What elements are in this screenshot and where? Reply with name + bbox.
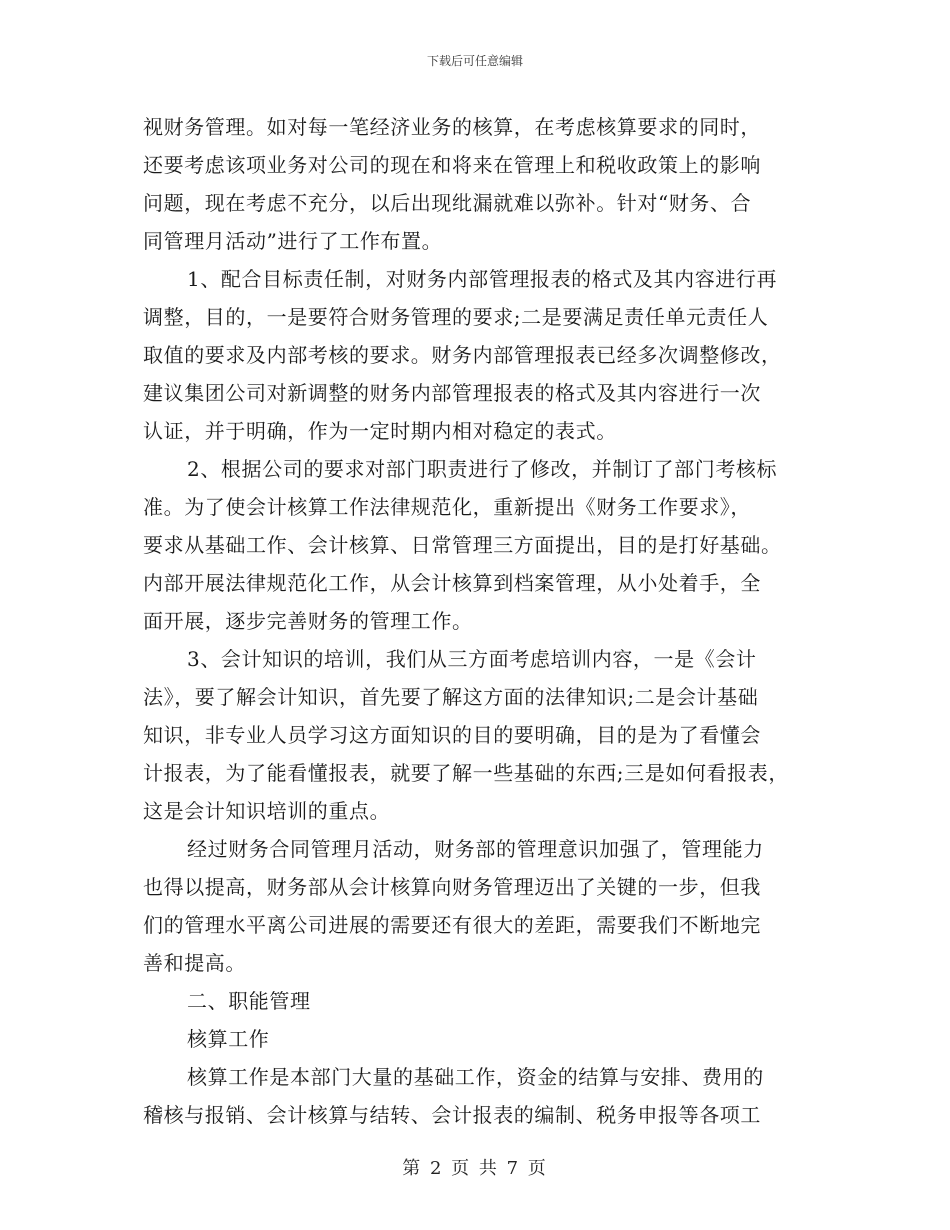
text-line: 认证，并于明确，作为一定时期内相对稳定的表式。 (143, 419, 617, 443)
text-line: 还要考虑该项业务对公司的现在和将来在管理上和税收政策上的影响 (143, 153, 761, 177)
text-line: 也得以提高，财务部从会计核算向财务管理迈出了关键的一步，但我 (143, 875, 761, 899)
text-line: 稽核与报销、会计核算与结转、会计报表的编制、税务申报等各项工 (143, 1103, 761, 1127)
text-line: 3、会计知识的培训，我们从三方面考虑培训内容，一是《会计 (187, 647, 757, 671)
text-line: 1、配合目标责任制，对财务内部管理报表的格式及其内容进行再 (187, 267, 778, 291)
text-line: 二、职能管理 (187, 989, 311, 1013)
text-line: 善和提高。 (143, 951, 246, 975)
text-line: 问题，现在考虑不充分，以后出现纰漏就难以弥补。针对“财务、合 (143, 191, 752, 215)
text-line: 这是会计知识培训的重点。 (143, 799, 391, 823)
body-text (143, 108, 823, 1134)
text-line: 面开展，逐步完善财务的管理工作。 (143, 609, 473, 633)
text-line: 建议集团公司对新调整的财务内部管理报表的格式及其内容进行一次 (143, 381, 761, 405)
text-line: 要求从基础工作、会计核算、日常管理三方面提出，目的是打好基础。 (143, 533, 782, 557)
page-header: 下载后可任意编辑 (426, 54, 523, 68)
text-line: 知识，非专业人员学习这方面知识的目的要明确，目的是为了看懂会 (143, 723, 761, 747)
page-footer: 第 2 页 共 7 页 (402, 1158, 548, 1179)
text-line: 内部开展法律规范化工作，从会计核算到档案管理，从小处着手，全 (143, 571, 761, 595)
text-line: 核算工作是本部门大量的基础工作，资金的结算与安排、费用的 (187, 1065, 764, 1089)
text-line: 取值的要求及内部考核的要求。财务内部管理报表已经多次调整修改， (143, 343, 782, 367)
text-line: 调整，目的，一是要符合财务管理的要求;二是要满足责任单元责任人 (143, 305, 769, 329)
text-line: 经过财务合同管理月活动，财务部的管理意识加强了，管理能力 (187, 837, 764, 861)
text-line: 同管理月活动”进行了工作布置。 (143, 229, 443, 253)
text-line: 法》，要了解会计知识，首先要了解这方面的法律知识;二是会计基础 (143, 685, 759, 709)
text-line: 们的管理水平离公司进展的需要还有很大的差距，需要我们不断地完 (143, 913, 761, 937)
text-line: 准。为了使会计核算工作法律规范化，重新提出《财务工作要求》， (143, 495, 751, 519)
text-line: 2、根据公司的要求对部门职责进行了修改，并制订了部门考核标 (187, 457, 778, 481)
text-line: 计报表，为了能看懂报表，就要了解一些基础的东西;三是如何看报表， (143, 761, 789, 785)
text-line: 核算工作 (187, 1027, 270, 1051)
text-line: 视财务管理。如对每一笔经济业务的核算，在考虑核算要求的同时， (143, 115, 761, 139)
